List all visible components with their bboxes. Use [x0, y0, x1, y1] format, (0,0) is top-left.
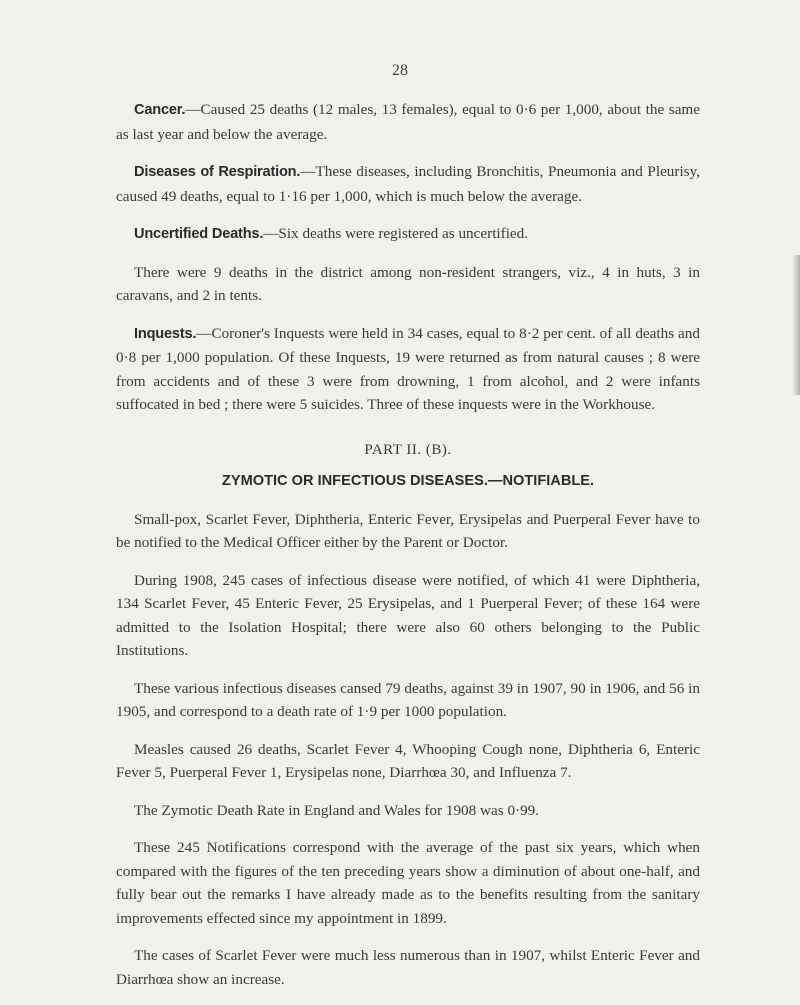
- page-number: 28: [392, 62, 408, 79]
- section-title: ZYMOTIC OR INFECTIOUS DISEASES.—NOTIFIABLE.: [221, 473, 595, 489]
- section-paragraph: Small-pox, Scarlet Fever, Diphtheria, Enteric Fever, Erysipelas and Puerperal Fever have to be notified to the Medical Officer either by the Parent or Doctor.: [116, 510, 700, 551]
- section-paragraph: Measles caused 26 deaths, Scarlet Fever 4, Whooping Cough none, Diphtheria 6, Enteric Fever 5, Puerperal Fever 1, Erysipelas none, Diarrhœa 30, and Influenza 7.: [116, 740, 700, 781]
- page-edge-shadow: [792, 255, 800, 395]
- paragraph-text: —Caused 25 deaths (12 males, 13 females), equal to 0·6 per 1,000, about the same as last year and below the average.: [116, 101, 700, 143]
- paragraph-non-resident: [116, 261, 700, 308]
- section-paragraph: These various infectious diseases cansed 79 deaths, against 39 in 1907, 90 in 1906, and 56 in 1905, and correspond to a death rate of 1·9 per 1000 population.: [116, 679, 700, 720]
- paragraph-inquests: [116, 322, 700, 417]
- section-paragraph: During 1908, 245 cases of infectious disease were notified, of which 41 were Diphtheria, 134 Scarlet Fever, 45 Enteric Fever, 25 Erysipelas, and 1 Puerperal Fever; of these 164 were admitted to the Isolation Hospital; there were also 60 others belonging to the Public Institutions.: [116, 571, 700, 659]
- document-body: [116, 98, 700, 1005]
- section-paragraph: These 245 Notifications correspond with the average of the past six years, which when compared with the figures of the ten preceding years show a diminution of about one-half, and fully bear out the remarks I have already made as to the benefits resulting from the sanitary improvements effected since my appointment in 1899.: [116, 839, 700, 927]
- heading-cancer: Cancer.: [134, 102, 186, 118]
- heading-inquests: Inquests.: [134, 325, 197, 342]
- part-title: PART II. (B).: [364, 441, 452, 458]
- heading-uncertified: Uncertified Deaths.: [134, 226, 264, 242]
- paragraph-uncertified: [116, 222, 700, 247]
- paragraph-text: —These diseases, including Bronchitis, Pneumonia and Pleurisy, caused 49 deaths, equal to 1·16 per 1,000, which is much below the average.: [116, 163, 700, 205]
- paragraph-text: There were 9 deaths in the district among non-resident strangers, viz., 4 in huts, 3 in caravans, and 2 in tents.: [116, 263, 700, 304]
- section-paragraph: The Zymotic Death Rate in England and Wales for 1908 was 0·99.: [134, 801, 540, 819]
- paragraph-cancer: [116, 98, 700, 146]
- section-paragraph: The cases of Scarlet Fever were much less numerous than in 1907, whilst Enteric Fever and Diarrhœa show an increase.: [116, 947, 700, 988]
- heading-respiration: Diseases of Respiration.: [134, 164, 301, 180]
- paragraph-text: —Six deaths were registered as uncertified.: [263, 225, 529, 242]
- paragraph-respiration: [116, 160, 700, 208]
- paragraph-text: —Coroner's Inquests were held in 34 cases, equal to 8·2 per cent. of all deaths and 0·8 per 1,000 population. Of these Inquests, 19 were returned as from natural causes ; 8 were from accidents and of these 3 were from drowning, 1 from alcohol, and 2 were infants suffocated in bed ; there were 5 suicides. Three of these inquests were in the Workhouse.: [116, 324, 700, 413]
